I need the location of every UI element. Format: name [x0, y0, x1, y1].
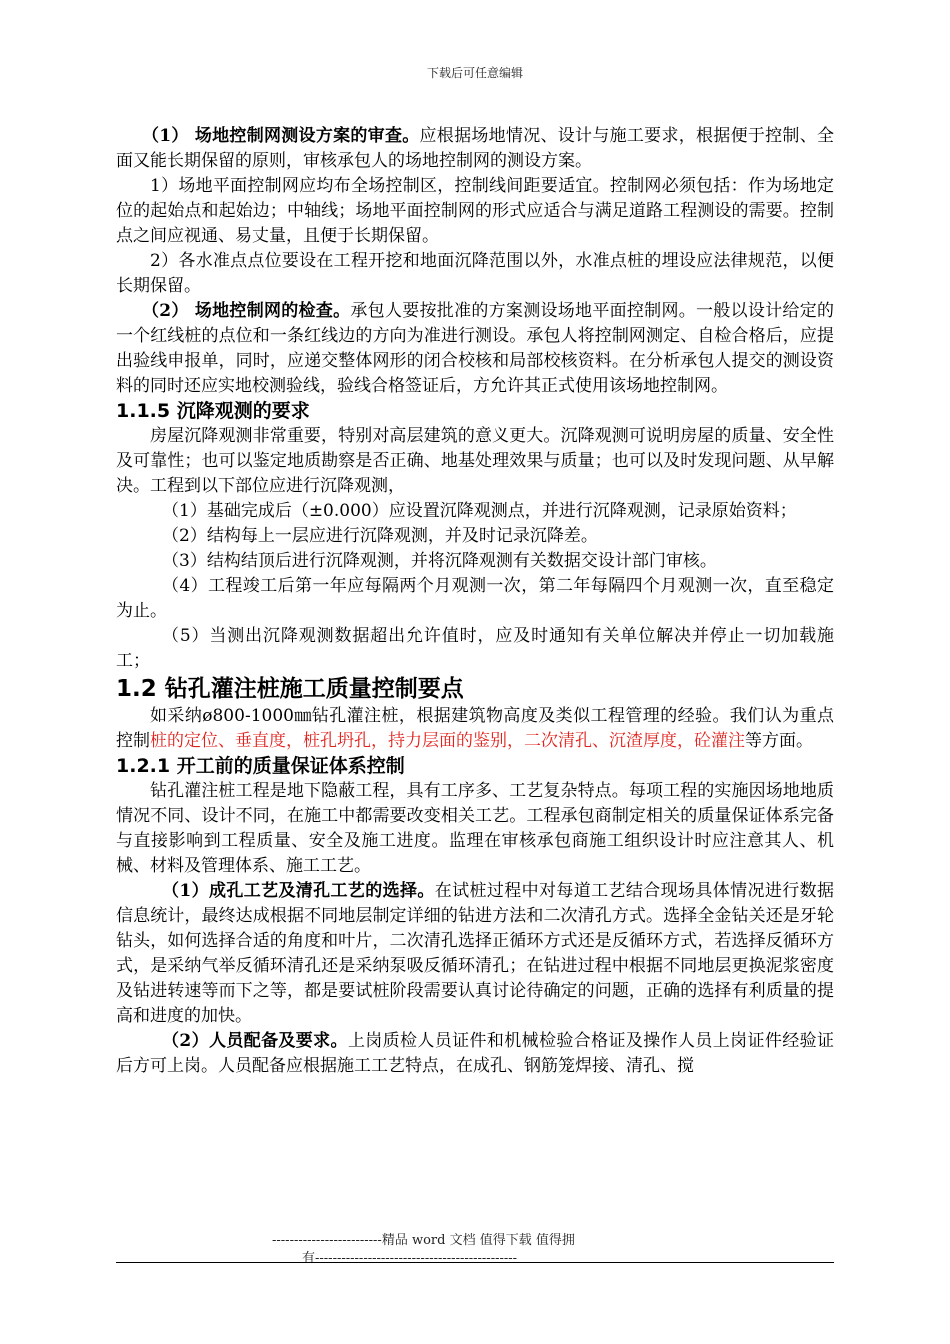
- list-item: （3）结构结顶后进行沉降观测，并将沉降观测有关数据交设计部门审核。: [162, 551, 717, 571]
- item-title: （2） 场地控制网的检查。: [142, 301, 351, 321]
- heading-1-2: 1.2 钻孔灌注桩施工质量控制要点: [116, 676, 464, 702]
- paragraph-sub-1: 1）场地平面控制网应均布全场控制区，控制线间距要适宜。控制网必须包括：作为场地定位的起始点和起始边；中轴线；场地平面控制网的形式应适合与满足道路工程测设的需要。控制点之间应视通、易丈量，且便于长期保留。: [116, 176, 834, 246]
- item-body: 承包人要按批准的方案测设场地平面控制网。一般以设计给定的一个红线桩的点位和一条红线边的方向为准进行测设。承包人将控制网测定、自检合格后，应提出验线申报单，同时，应递交整体网形的闭合校核和局部校核资料。在分析承包人提交的测设资料的同时还应实地校测验线，验线合格签证后，方允许其正式使用该场地控制网。: [116, 301, 834, 396]
- heading-1-2-1: 1.2.1 开工前的质量保证体系控制: [116, 755, 405, 777]
- list-item: （4）工程竣工后第一年应每隔两个月观测一次，第二年每隔四个月观测一次，直至稳定为止。: [116, 576, 834, 621]
- paragraph-qa-system-intro: 钻孔灌注桩工程是地下隐蔽工程，具有工序多、工艺复杂特点。每项工程的实施因场地地质情况不同、设计不同，在施工中都需要改变相关工艺。工程承包商制定相关的质量保证体系完备与直接影响到工程质量、安全及施工进度。监理在审核承包商施工组织设计时应注意其人、机械、材料及管理体系、施工工艺。: [116, 781, 834, 876]
- footer-divider: [116, 1262, 834, 1263]
- list-item: （1）基础完成后（±0.000）应设置沉降观测点，并进行沉降观测，记录原始资料；: [162, 501, 797, 521]
- heading-1-1-5: 1.1.5 沉降观测的要求: [116, 400, 310, 422]
- list-item: （2）结构每上一层应进行沉降观测，并及时记录沉降差。: [162, 526, 598, 546]
- footer-line-1: -------------------------精品 word 文档 值得下载 值得拥: [272, 1233, 575, 1248]
- highlighted-key-points: 桩的定位、垂直度，桩孔坍孔，持力层面的鉴别，二次清孔、沉渣厚度，砼灌注: [150, 731, 745, 751]
- item-body: 应根据场地情况、设计与施工要求，根据便于控制、全面又能长期保留的原则，审核承包人的场地控制网的测设方案。: [116, 126, 834, 171]
- paragraph-control-network-plan: [116, 124, 834, 174]
- paragraph-sub-2: 2）各水准点点位要设在工程开挖和地面沉降范围以外，水准点桩的埋设应法律规范，以便长期保留。: [116, 251, 834, 296]
- item-title: （2）人员配备及要求。: [162, 1031, 348, 1051]
- paragraph-settlement-intro: 房屋沉降观测非常重要，特别对高层建筑的意义更大。沉降观测可说明房屋的质量、安全性及可靠性；也可以鉴定地质勘察是否正确、地基处理效果与质量；也可以及时发现问题、从早解决。工程到以下部位应进行沉降观测，: [116, 426, 834, 496]
- footer-line-2: 有----------------------------------------------: [302, 1251, 518, 1266]
- paragraph-staffing: [116, 1029, 834, 1079]
- item-title: （1） 场地控制网测设方案的审查。: [142, 126, 420, 146]
- paragraph-bored-pile-intro: [116, 704, 834, 754]
- item-title: （1）成孔工艺及清孔工艺的选择。: [162, 881, 435, 901]
- paragraph-control-network-check: [116, 299, 834, 399]
- item-body: 上岗质检人员证件和机械检验合格证及操作人员上岗证件经验证后方可上岗。人员配备应根据施工工艺特点，在成孔、钢筋笼焊接、清孔、搅: [116, 1031, 834, 1076]
- item-body: 在试桩过程中对每道工艺结合现场具体情况进行数据信息统计，最终达成根据不同地层制定详细的钻进方法和二次清孔方式。选择全金钻关还是牙轮钻头，如何选择合适的角度和叶片，二次清孔选择正循环方式还是反循环方式，若选择反循环方式，是采纳气举反循环清孔还是采纳泵吸反循环清孔；在钻进过程中根据不同地层更换泥浆密度及钻进转速等而下之等，都是要试桩阶段需要认真讨论待确定的问题，正确的选择有利质量的提高和进度的加快。: [116, 881, 835, 1026]
- document-body: [116, 124, 834, 1079]
- list-item: （5）当测出沉降观测数据超出允许值时，应及时通知有关单位解决并停止一切加载施工；: [116, 626, 834, 671]
- intro-text: 如采纳ø800-1000㎜钻孔灌注桩，根据建筑物高度及类似工程管理的经验。我们认为重点控制: [116, 706, 834, 751]
- page-header: 下载后可任意编辑: [426, 66, 523, 80]
- paragraph-drilling-process: [116, 879, 834, 1029]
- intro-text-end: 等方面。: [745, 731, 813, 751]
